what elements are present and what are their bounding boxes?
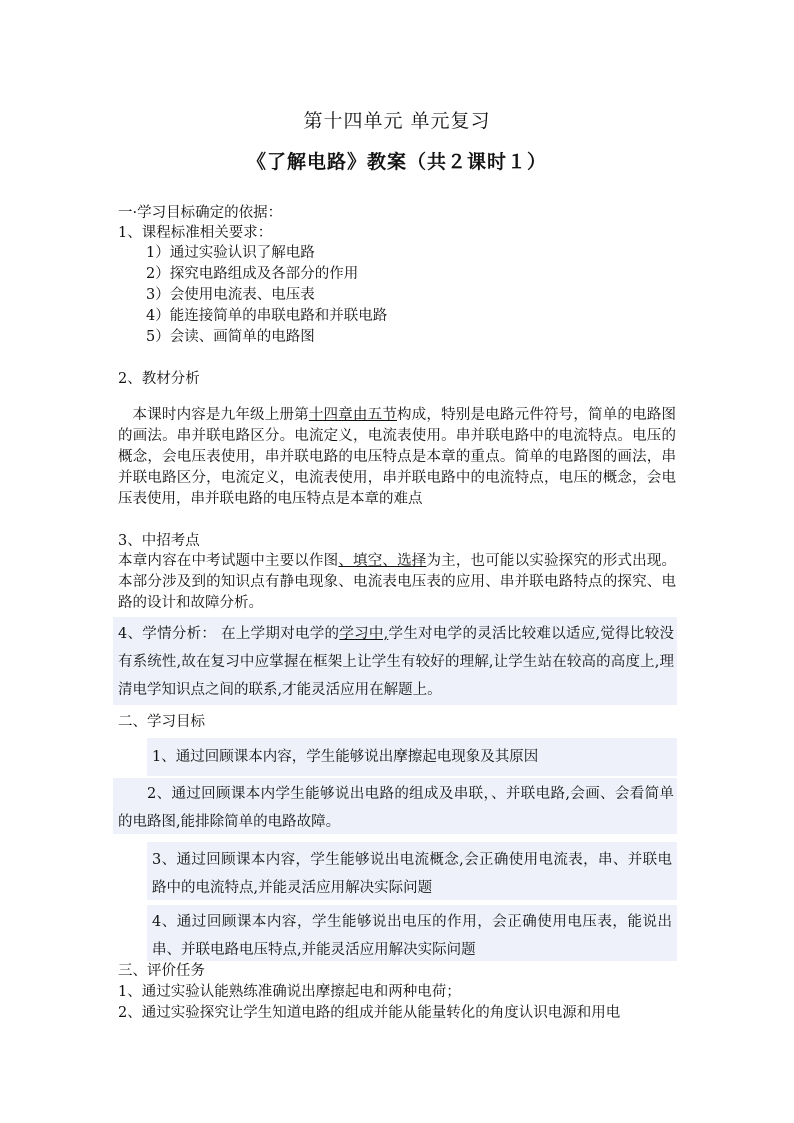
section1-heading: 一·学习目标确定的依据： [118, 205, 283, 221]
goal-1: 1、通过回顾课本内容，学生能够说出摩擦起电现象及其原因 [152, 749, 539, 765]
lesson-title: 《了解电路》教案（共２课时１） [246, 151, 547, 173]
exam-points-heading: 3、中招考点 [118, 533, 200, 549]
task-1: 1、通过实验认能熟练准确说出摩擦起电和两种电荷； [118, 984, 461, 1000]
chapter-underline: 十四章由五节 [308, 407, 398, 423]
unit-title: 第十四单元 单元复习 [303, 110, 491, 132]
learner-analysis-paragraph: 4、学情分析： 在上学期对电学的学习中,学生对电学的灵活比较难以适应,觉得比较没有系统性,故在复习中应掌握在框架上让学生有较好的理解,让学生站在较高的高度上,理清电学知识点之间的联系,才能灵活应用在解题上。 [118, 626, 674, 698]
section3-heading: 三、评价任务 [118, 963, 205, 979]
goal-3: 3、通过回顾课本内容，学生能够说出电流概念,会正确使用电流表，串、并联电路中的电流特点,并能灵活应用解决实际问题 [152, 852, 672, 896]
learning-underline: 学习中, [339, 626, 389, 642]
standard-item-2: 2）探究电路组成及各部分的作用 [146, 266, 359, 282]
task-2: 2、通过实验探究让学生知道电路的组成并能从能量转化的角度认识电源和用电 [118, 1005, 621, 1021]
standards-heading: 1、课程标准相关要求： [118, 225, 273, 241]
goal-2: 2、通过回顾课本内学生能够说出电路的组成及串联，、并联电路,会画、会看简单的电路图,能排除简单的电路故障。 [118, 786, 674, 830]
standard-item-4: 4）能连接简单的串联电路和并联电路 [146, 308, 388, 324]
textbook-analysis-paragraph: 本课时内容是九年级上册第十四章由五节构成，特别是电路元件符号，简单的电路图的画法。串并联电路区分。电流定义，电流表使用。串并联电路中的电流特点。电压的概念，会电压表使用，串并联电路的电压特点是本章的重点。简单的电路图的画法，串并联电路区分，电流定义，电流表使用，串并联电路中的电流特点，电压的概念，会电压表使用，串并联电路的电压特点是本章的难点 [118, 407, 677, 507]
section2-heading: 二、学习目标 [118, 714, 205, 730]
exam-types-underline: 、填空、选择 [338, 553, 427, 569]
standard-item-3: 3）会使用电流表、电压表 [146, 287, 315, 303]
standard-item-1: 1）通过实验认识了解电路 [146, 245, 315, 261]
goal-4: 4、通过回顾课本内容，学生能够说出电压的作用，会正确使用电压表，能说出串、并联电路电压特点,并能灵活应用解决实际问题 [152, 914, 672, 958]
exam-points-paragraph: 本章内容在中考试题中主要以作图、填空、选择为主，也可能以实验探究的形式出现。本部分涉及到的知识点有静电现象、电流表电压表的应用、串并联电路特点的探究、电路的设计和故障分析。 [118, 553, 677, 611]
standard-item-5: 5）会读、画简单的电路图 [146, 329, 315, 345]
textbook-analysis-heading: 2、教材分析 [118, 371, 200, 387]
